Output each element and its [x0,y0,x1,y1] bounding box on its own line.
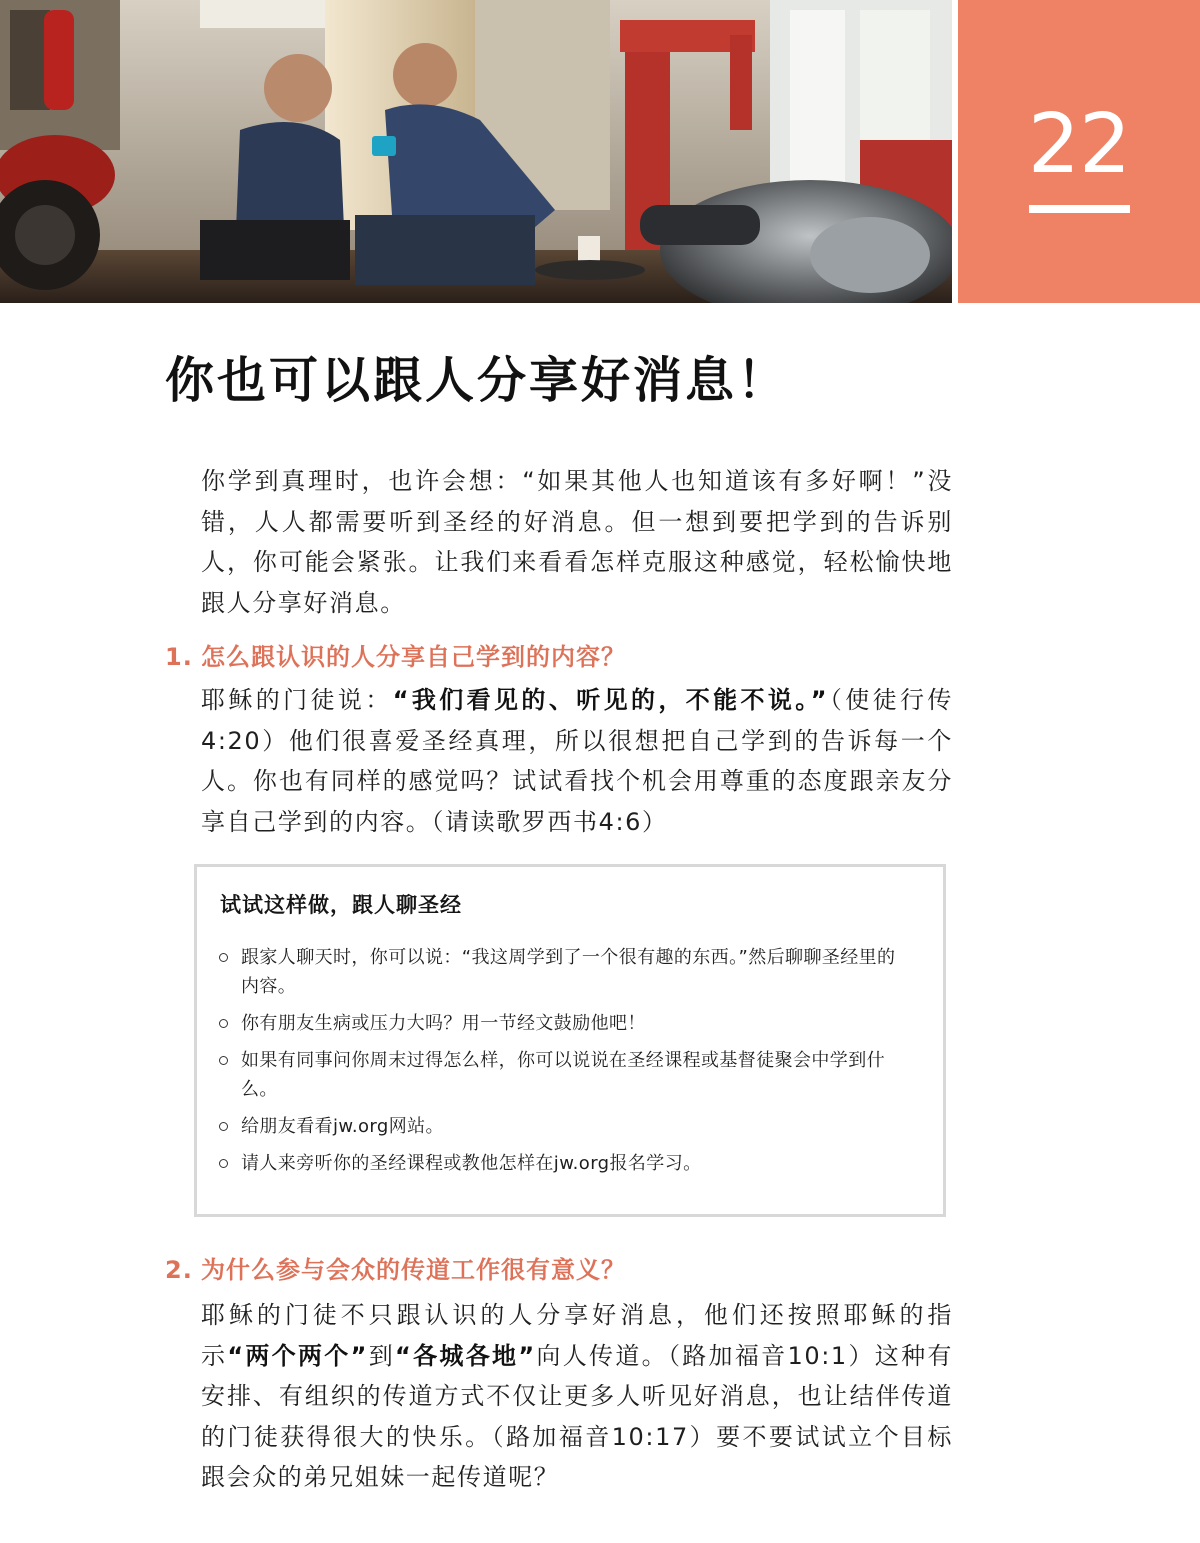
body-text: （使徒行传4:20）他们很喜爱圣经真理，所以很想把自己学到的告诉每一个人。你也有同样的感觉吗？试试看找个机会用尊重的态度跟亲友分享自己学到的内容。（请读歌罗西书4:6） [201,686,953,836]
list-item [219,1009,899,1038]
question-1-body [201,680,953,842]
question-number: 2. [165,1256,193,1284]
question-1-heading [165,640,626,674]
bullet-circle-icon [219,1159,228,1168]
chapter-number: 22 [1027,97,1131,192]
list-item [219,1112,899,1141]
bullet-circle-icon [219,1122,228,1131]
question-number: 1. [165,643,193,671]
body-text: 到 [368,1341,396,1370]
bullet-circle-icon [219,1056,228,1065]
list-item [219,943,899,1001]
scripture-quote: “我们看见的、听见的，不能不说。” [392,686,829,714]
chapter-underline [1029,205,1130,213]
bullet-circle-icon [219,1019,228,1028]
tip-text: 如果有同事问你周末过得怎么样，你可以说说在圣经课程或基督徒聚会中学到什么。 [241,1050,885,1100]
body-text: 耶稣的门徒说： [201,686,393,714]
tip-text: 请人来旁听你的圣经课程或教他怎样在jw.org报名学习。 [241,1153,702,1174]
tip-box [194,864,946,1217]
list-item [219,1046,899,1104]
question-text: 怎么跟认识的人分享自己学到的内容？ [201,643,626,671]
header-photo [0,0,952,303]
tip-text: 给朋友看看jw.org网站。 [241,1116,444,1137]
tip-text: 跟家人聊天时，你可以说：“我这周学到了一个很有趣的东西。”然后聊聊圣经里的内容。 [241,947,896,997]
question-2-body [201,1295,953,1498]
bullet-circle-icon [219,953,228,962]
body-text: 耶稣的门徒不只跟认识的人分享好消息，他们还按照耶稣的指示 [201,1301,953,1370]
scripture-quote: “两个两个” [227,1341,368,1370]
question-text: 为什么参与会众的传道工作很有意义？ [201,1256,626,1284]
tip-text: 你有朋友生病或压力大吗？用一节经文鼓励他吧！ [241,1013,646,1034]
list-item [219,1149,899,1178]
intro-paragraph: 你学到真理时，也许会想：“如果其他人也知道该有多好啊！”没错，人人都需要听到圣经的好消息。但一想到要把学到的告诉别人，你可能会紧张。让我们来看看怎样克服这种感觉，轻松愉快地跟人分享好消息。 [201,467,953,617]
body-text: 向人传道。（路加福音10:1）这种有安排、有组织的传道方式不仅让更多人听见好消息，也让结伴传道的门徒获得很大的快乐。（路加福音10:17）要不要试试立个目标跟会众的弟兄姐妹一起传道呢？ [201,1341,953,1491]
tip-box-title: 试试这样做，跟人聊圣经 [220,893,462,917]
tip-list [219,943,899,1186]
scripture-quote: “各城各地” [395,1341,536,1370]
page-title: 你也可以跟人分享好消息！ [165,352,790,409]
chapter-tab [958,0,1200,303]
garage-photo-illustration [0,0,952,303]
question-2-heading [165,1253,626,1287]
